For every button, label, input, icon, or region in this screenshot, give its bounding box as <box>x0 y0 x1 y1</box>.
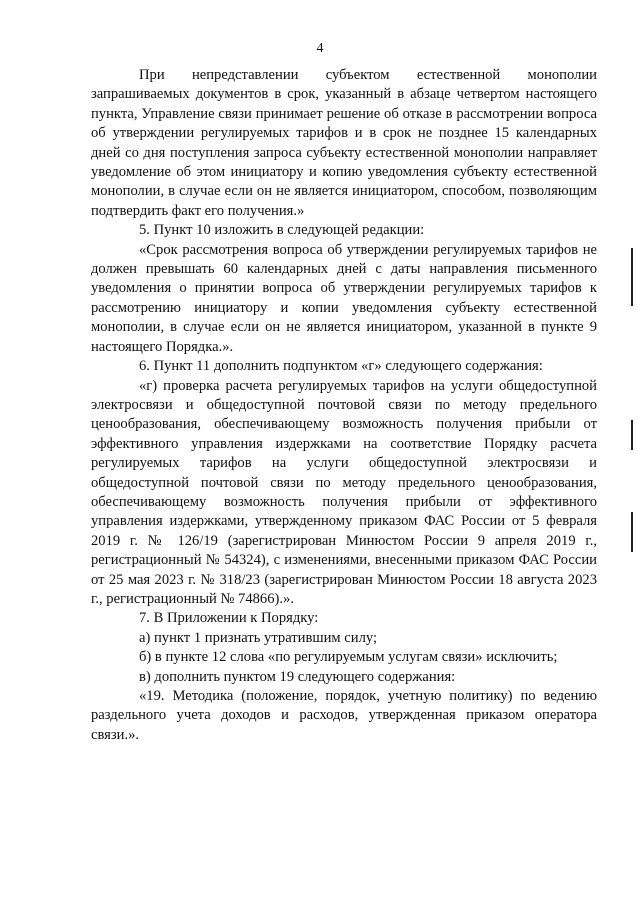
paragraph-item-5-heading: 5. Пункт 10 изложить в следующей редакции: <box>139 222 425 239</box>
paragraph-refusal-notice: При непредставлении субъектом естественной монополии запрашиваемых документов в срок, указанный в абзаце четвертом настоящего пункта, Управление связи принимает решение об отказе в рассмотрении вопроса об утверждении регулируемых тарифов и в срок не позднее 15 календарных дней со дня поступления запроса субъекту естественной монополии направляет уведомление об этом инициатору и копию уведомления субъекту естественной монополии, в случае если он не является инициатором, способом, позволяющим подтвердить факт его получения.» <box>91 67 597 219</box>
paragraph-item-19-text: «19. Методика (положение, порядок, учетную политику) по ведению раздельного учета доходов и расходов, утвержденная приказом оператора связи.». <box>91 688 597 743</box>
scan-edge-line <box>631 248 633 306</box>
paragraph-subitem-a: а) пункт 1 признать утратившим силу; <box>139 629 378 646</box>
paragraph-item-7-heading: 7. В Приложении к Порядку: <box>139 610 319 627</box>
paragraph-subitem-v: в) дополнить пунктом 19 следующего содержания: <box>139 668 456 685</box>
document-body <box>91 66 597 745</box>
paragraph-item-6-heading: 6. Пункт 11 дополнить подпунктом «г» следующего содержания: <box>139 358 543 375</box>
scan-edge-line <box>631 512 633 552</box>
scan-edge-line <box>631 420 633 450</box>
paragraph-subitem-b: б) в пункте 12 слова «по регулируемым услугам связи» исключить; <box>139 649 558 666</box>
page-number: 4 <box>316 41 324 56</box>
paragraph-subitem-g: «г) проверка расчета регулируемых тарифов на услуги общедоступной электросвязи и общедоступной почтовой связи по методу предельного ценообразования, обеспечивающему возможность получения прибыли от эффективного управления издержками на соответствие Порядку расчета регулируемых тарифов на услуги общедоступной электросвязи и общедоступной почтовой связи по методу предельного ценообразования, обеспечивающему возможность получения прибыли от эффективного управления издержками, утвержденному приказом ФАС России от 5 февраля 2019 г. № 126/19 (зарегистрирован Минюстом России 9 апреля 2019 г., регистрационный № 54324), с изменениями, внесенными приказом ФАС России от 25 мая 2023 г. № 318/23 (зарегистрирован Минюстом России 18 августа 2023 г., регистрационный № 74866).». <box>91 377 597 607</box>
paragraph-item-10-text: «Срок рассмотрения вопроса об утверждении регулируемых тарифов не должен превышать 60 календарных дней с даты направления письменного уведомления о принятии вопроса об утверждении регулируемых тарифов к рассмотрению инициатору и копии уведомления субъекту естественной монополии, в случае если он не является инициатором, указанной в пункте 9 настоящего Порядка.». <box>91 241 597 355</box>
